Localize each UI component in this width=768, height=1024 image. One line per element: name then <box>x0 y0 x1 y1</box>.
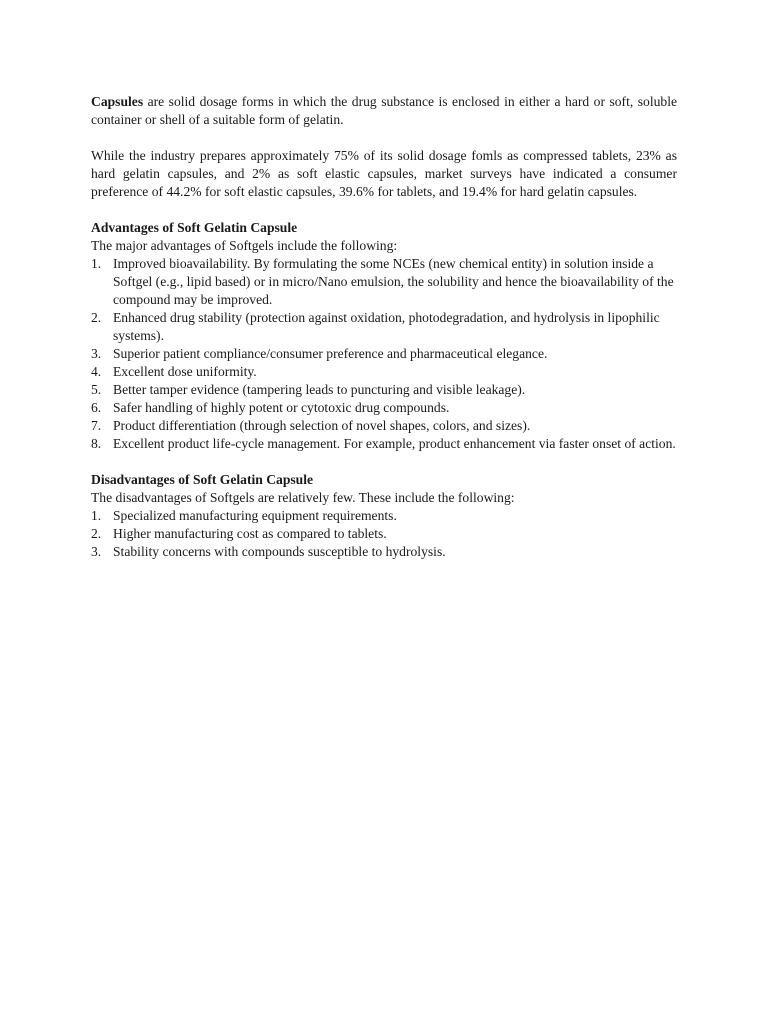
list-item-text: Safer handling of highly potent or cytotoxic drug compounds. <box>113 400 450 415</box>
list-item-text: Stability concerns with compounds susceptible to hydrolysis. <box>113 544 446 559</box>
industry-paragraph: While the industry prepares approximately 75% of its solid dosage fomls as compressed tablets, 23% as hard gelatin capsules, and 2% as soft elastic capsules, market surveys have indicated a consumer preference of 44.2% for soft elastic capsules, 39.6% for tablets, and 19.4% for hard gelatin capsules. <box>91 148 677 199</box>
list-item <box>91 363 677 381</box>
disadvantages-section <box>91 471 677 561</box>
list-item-text: Higher manufacturing cost as compared to tablets. <box>113 526 387 541</box>
intro-text: are solid dosage forms in which the drug substance is enclosed in either a hard or soft, soluble container or shell of a suitable form of gelatin. <box>91 94 677 127</box>
list-item-text: Specialized manufacturing equipment requirements. <box>113 508 397 523</box>
list-item <box>91 435 677 453</box>
list-number: 2. <box>91 310 102 325</box>
list-number: 7. <box>91 418 102 433</box>
list-item <box>91 543 677 561</box>
list-item <box>91 507 677 525</box>
list-number: 4. <box>91 364 102 379</box>
list-number: 5. <box>91 382 102 397</box>
list-number: 6. <box>91 400 102 415</box>
list-item <box>91 399 677 417</box>
document-page <box>91 93 677 561</box>
disadvantages-heading: Disadvantages of Soft Gelatin Capsule <box>91 472 314 487</box>
list-item-text: Improved bioavailability. By formulating the some NCEs (new chemical entity) in solution inside a Softgel (e.g., lipid based) or in micro/Nano emulsion, the solubility and hence the bioavailability of the compound may be improved. <box>113 256 674 307</box>
list-item <box>91 417 677 435</box>
list-item-text: Excellent dose uniformity. <box>113 364 257 379</box>
list-item <box>91 255 677 309</box>
intro-lead-term: Capsules <box>91 94 144 109</box>
list-item <box>91 345 677 363</box>
advantages-section <box>91 219 677 453</box>
list-item <box>91 525 677 543</box>
advantages-intro: The major advantages of Softgels include the following: <box>91 238 398 253</box>
list-number: 3. <box>91 346 102 361</box>
intro-paragraph <box>91 93 677 129</box>
list-item-text: Superior patient compliance/consumer preference and pharmaceutical elegance. <box>113 346 548 361</box>
list-number: 3. <box>91 544 102 559</box>
list-item <box>91 309 677 345</box>
list-number: 1. <box>91 256 102 271</box>
list-item <box>91 381 677 399</box>
list-item-text: Better tamper evidence (tampering leads to puncturing and visible leakage). <box>113 382 526 397</box>
advantages-list <box>91 255 677 453</box>
disadvantages-intro: The disadvantages of Softgels are relatively few. These include the following: <box>91 490 515 505</box>
disadvantages-list <box>91 507 677 561</box>
list-number: 2. <box>91 526 102 541</box>
list-item-text: Excellent product life-cycle management. For example, product enhancement via faster onset of action. <box>113 436 676 451</box>
list-number: 8. <box>91 436 102 451</box>
list-item-text: Product differentiation (through selection of novel shapes, colors, and sizes). <box>113 418 531 433</box>
list-number: 1. <box>91 508 102 523</box>
advantages-heading: Advantages of Soft Gelatin Capsule <box>91 220 298 235</box>
list-item-text: Enhanced drug stability (protection against oxidation, photodegradation, and hydrolysis in lipophilic systems). <box>113 310 660 343</box>
